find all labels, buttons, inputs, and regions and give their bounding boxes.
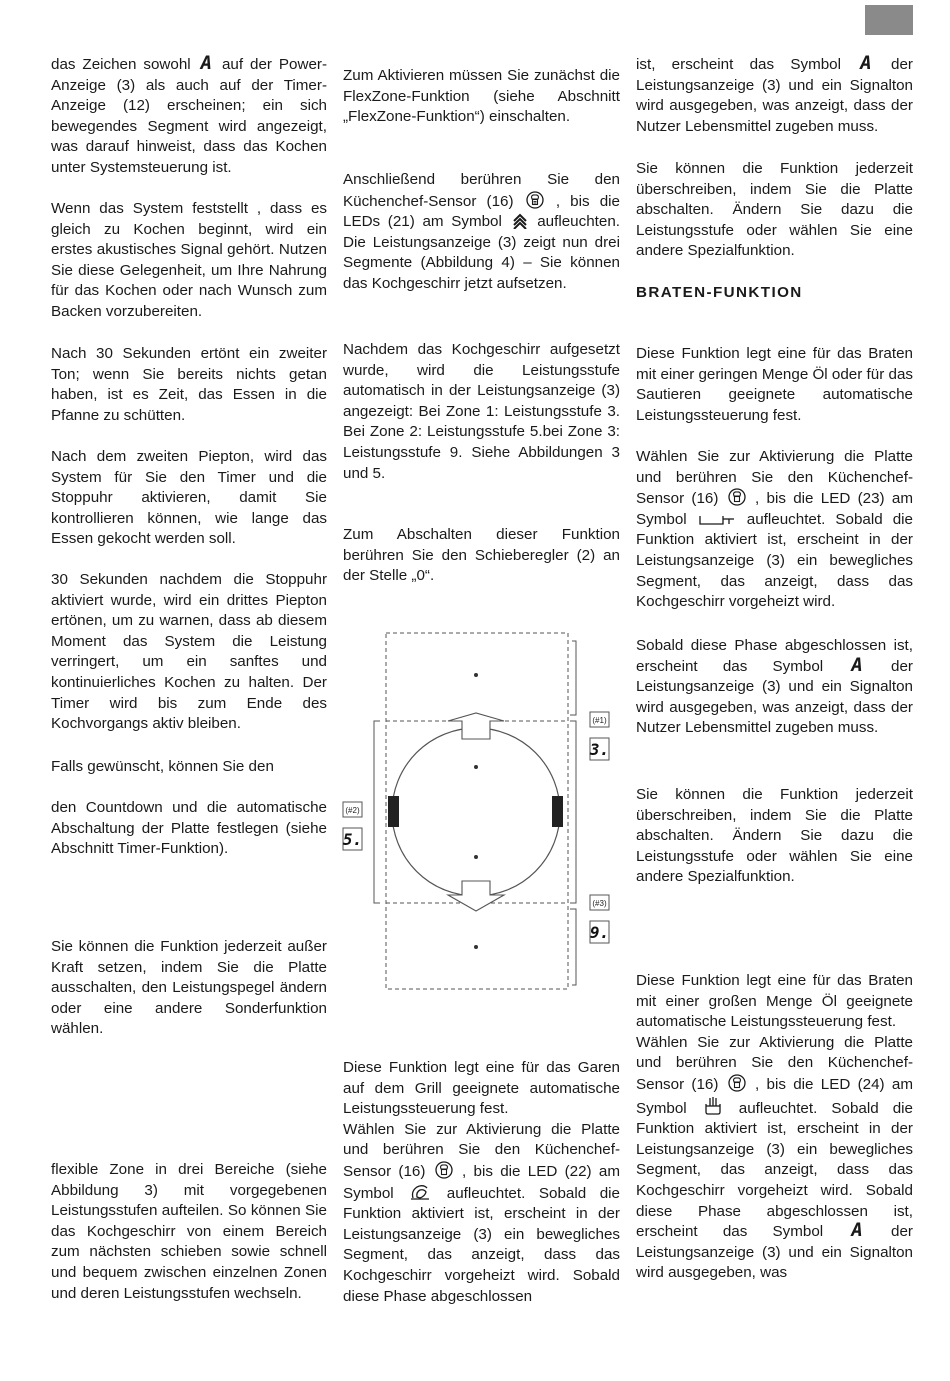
text-span: Diese Funktion legt eine für das Garen auf dem Grill geeignete automatische Leistungssteuerung fest.	[343, 1059, 620, 1118]
deep-fry-basket-icon	[703, 1096, 723, 1116]
paragraph: Zum Aktivieren müssen Sie zunächst die FlexZone-Funktion (siehe Abschnitt „FlexZone-Funktion“) einschalten.	[343, 67, 620, 126]
frying-pan-icon	[699, 513, 735, 527]
chef-sensor-icon	[728, 488, 746, 506]
left-heating-bar	[388, 796, 399, 827]
zone-outlines	[386, 633, 568, 989]
arrow-up-icon	[448, 713, 504, 739]
paragraph: Nach dem zweiten Piepton, wird das System für Sie den Timer und die Stoppuhr aktivieren, damit Sie kontrollieren können, wie lange das Essen gekocht werden soll.	[51, 448, 327, 548]
text-span: das Zeichen sowohl	[51, 56, 191, 73]
text-span: , bis die LED (23) am Symbol	[636, 490, 913, 528]
paragraph: 30 Sekunden nachdem die Stoppuhr aktiviert wurde, wird ein drittes Piepton ertönen, um zu warnen, dass ab diesem Moment das System die Leistung verringert, um ein sanftes und kontinuierliches Kochen zu halten. Der Timer wird bis zum Ende des Kochvorgangs aktiv bleiben.	[51, 571, 327, 733]
bracket-zone2	[374, 721, 380, 903]
text-span: , bis die LEDs (21) am Symbol	[343, 192, 620, 231]
paragraph	[636, 636, 913, 739]
zone-outer-outline	[386, 633, 568, 989]
paragraph: Falls gewünscht, können Sie den	[51, 758, 274, 775]
zone2-indicator	[343, 802, 362, 850]
paragraph: Wenn das System feststellt , dass es gleich zu Kochen beginnt, wird ein erstes akustisches Signal gehört. Nutzen Sie diese Gelegenheit, um Ihre Nahrung für das Kochen oder nach Wunsch zum Backen vorzubereiten.	[51, 200, 327, 320]
text-span: , bis die LED (22) am Symbol	[343, 1162, 620, 1202]
text-span: aufleuchtet. Sobald die Funktion aktiviert ist, erscheint in der Leistungsanzeige (3) ein bewegliches Segment, das anzeigt, dass das Kochgeschirr vorgeheizt wird.	[636, 510, 913, 611]
text-span: der Leistungsanzeige (3) und ein Signalton wird ausgegeben, was anzeigt, dass der Nutzer Lebensmittel zugeben muss.	[636, 657, 913, 737]
text-span: Wählen Sie zur Aktivierung die Platte und berühren Sie den Küchenchef-Sensor (16)	[636, 448, 913, 508]
flex-zone-arrows-icon	[512, 213, 528, 229]
paragraph: Sie können die Funktion jederzeit außer Kraft setzen, indem Sie die Platte ausschalten, den Leistungspegel ändern oder eine andere Sonderfunktion wählen.	[51, 938, 327, 1038]
text-span: aufleuchtet. Sobald die Funktion aktiviert ist, erscheint in der Leistungsanzeige (3) ein bewegliches Segment, das anzeigt, dass das Kochgeschirr vorgeheizt wird. Sobald diese Phase abgeschlossen ist, erscheint das Symbol	[636, 1099, 913, 1241]
text-span: der Leistungsanzeige (3) und ein Signalton wird ausgegeben, was anzeigt, dass der Nutzer Lebensmittel zugeben muss.	[636, 56, 913, 135]
text-span: Wählen Sie zur Aktivierung die Platte und berühren Sie den Küchenchef-Sensor (16)	[636, 1033, 913, 1093]
grill-icon	[409, 1183, 431, 1201]
cookware-circle	[392, 728, 560, 896]
display-a-symbol: A	[851, 653, 863, 676]
paragraph: Nachdem das Kochgeschirr aufgesetzt wurde, wird die Leistungsstufe automatisch in der Leistungsanzeige (3) angezeigt: Bei Zone 1: Leistungsstufe 3. Bei Zone 2: Leistungsstufe 5.bei Zone 3: Leistungsstufe 9. Siehe Abbildungen 3 und 5.	[343, 341, 620, 482]
zone2-digit: 5.	[342, 830, 363, 849]
chef-sensor-icon	[435, 1161, 453, 1179]
zone1-digit: 3.	[589, 740, 610, 759]
display-a-symbol: A	[851, 1219, 863, 1242]
zone1-indicator	[589, 712, 609, 760]
paragraph: Sie können die Funktion jederzeit überschreiben, indem Sie die Platte abschalten. Ändern Sie dazu die Leistungsstufe oder wählen Sie eine andere Spezialfunktion.	[636, 786, 913, 886]
paragraph: Sie können die Funktion jederzeit überschreiben, indem Sie die Platte abschalten. Ändern Sie dazu die Leistungsstufe oder wählen Sie eine andere Spezialfunktion.	[636, 160, 913, 260]
text-span: aufleuchten. Die Leistungsanzeige (3) zeigt nun drei Segmente (Abbildung 4) – Sie können das Kochgeschirr jetzt aufsetzen.	[343, 213, 620, 292]
zone-dot	[474, 765, 478, 769]
paragraph: flexible Zone in drei Bereiche (siehe Abbildung 3) mit vorgegebenen Leistungsstufen aufteilen. So können Sie das Kochgeschirr von einem Bereich zum nächsten schieben sowie schnell und bequem zwischen einzelnen Zonen und deren Leistungsstufen wechseln.	[51, 1161, 327, 1302]
paragraph	[636, 447, 913, 613]
section-heading: BRATEN-FUNKTION	[636, 284, 803, 301]
chef-sensor-icon	[526, 191, 544, 209]
page-tab-marker	[865, 5, 913, 35]
text-span: , bis die LED (24) am Symbol	[636, 1075, 913, 1117]
zone-dot	[474, 945, 478, 949]
zone3-digit: 9.	[589, 923, 610, 942]
bracket-zone2-right	[570, 721, 576, 903]
text-span: Anschließend berühren Sie den Küchenchef-Sensor (16)	[343, 171, 620, 210]
paragraph: Diese Funktion legt eine für das Braten mit einer geringen Menge Öl oder für das Sautieren geeignete automatische Leistungssteuerung fest.	[636, 345, 913, 424]
text-span: aufleuchtet. Sobald die Funktion aktiviert ist, erscheint in der Leistungsanzeige (3) ein bewegliches Segment, das anzeigt, dass das Kochgeschirr vorgeheizt wird. Sobald diese Phase abgeschlossen	[343, 1184, 620, 1305]
text-span: Diese Funktion legt eine für das Braten mit einer großen Menge Öl geeignete automatische Leistungssteuerung fest.	[636, 972, 913, 1031]
zone3-label: (#3)	[592, 899, 607, 908]
paragraph	[636, 52, 913, 137]
display-a-symbol: A	[860, 52, 872, 74]
paragraph	[636, 971, 913, 1284]
paragraph	[343, 170, 620, 295]
text-span: ist, erscheint das Symbol	[636, 56, 841, 73]
paragraph	[343, 1058, 620, 1307]
display-a-symbol: A	[200, 52, 213, 74]
bracket-zone3	[570, 909, 576, 985]
chef-sensor-icon	[728, 1074, 746, 1092]
zone-dot	[474, 855, 478, 859]
right-heating-bar	[552, 796, 563, 827]
paragraph: Zum Abschalten dieser Funktion berühren Sie den Schieberegler (2) an der Stelle „0“.	[343, 526, 620, 585]
text-span: Sobald diese Phase abgeschlossen ist, erscheint das Symbol	[636, 637, 913, 675]
zone-dot	[474, 673, 478, 677]
text-span: Wählen Sie zur Aktivierung die Platte und berühren Sie den Küchenchef-Sensor (16)	[343, 1120, 620, 1180]
zone2-label: (#2)	[345, 806, 360, 815]
flexzone-diagram	[338, 625, 618, 997]
paragraph	[51, 52, 328, 179]
text-span: auf der Power-Anzeige (3) als auch auf der Timer-Anzeige (12) erscheinen; ein sich bewegendes Segment wird angezeigt, was darauf hinweist, dass das Kochen unter Systemsteuerung ist.	[51, 56, 328, 176]
bracket-zone1	[570, 641, 576, 715]
paragraph: Nach 30 Sekunden ertönt ein zweiter Ton; wenn Sie bereits nichts getan haben, ist es Zeit, das Essen in die Pfanne zu schütten.	[51, 345, 327, 424]
text-span: der Leistungsanzeige (3) und ein Signalton wird ausgegeben, was	[636, 1223, 913, 1282]
zone3-indicator	[590, 895, 609, 943]
arrow-down-icon	[448, 881, 504, 911]
zone1-label: (#1)	[592, 716, 607, 725]
zone-brackets	[374, 641, 576, 985]
paragraph: den Countdown und die automatische Abschaltung der Platte festlegen (siehe Abschnitt Timer-Funktion).	[51, 799, 327, 858]
